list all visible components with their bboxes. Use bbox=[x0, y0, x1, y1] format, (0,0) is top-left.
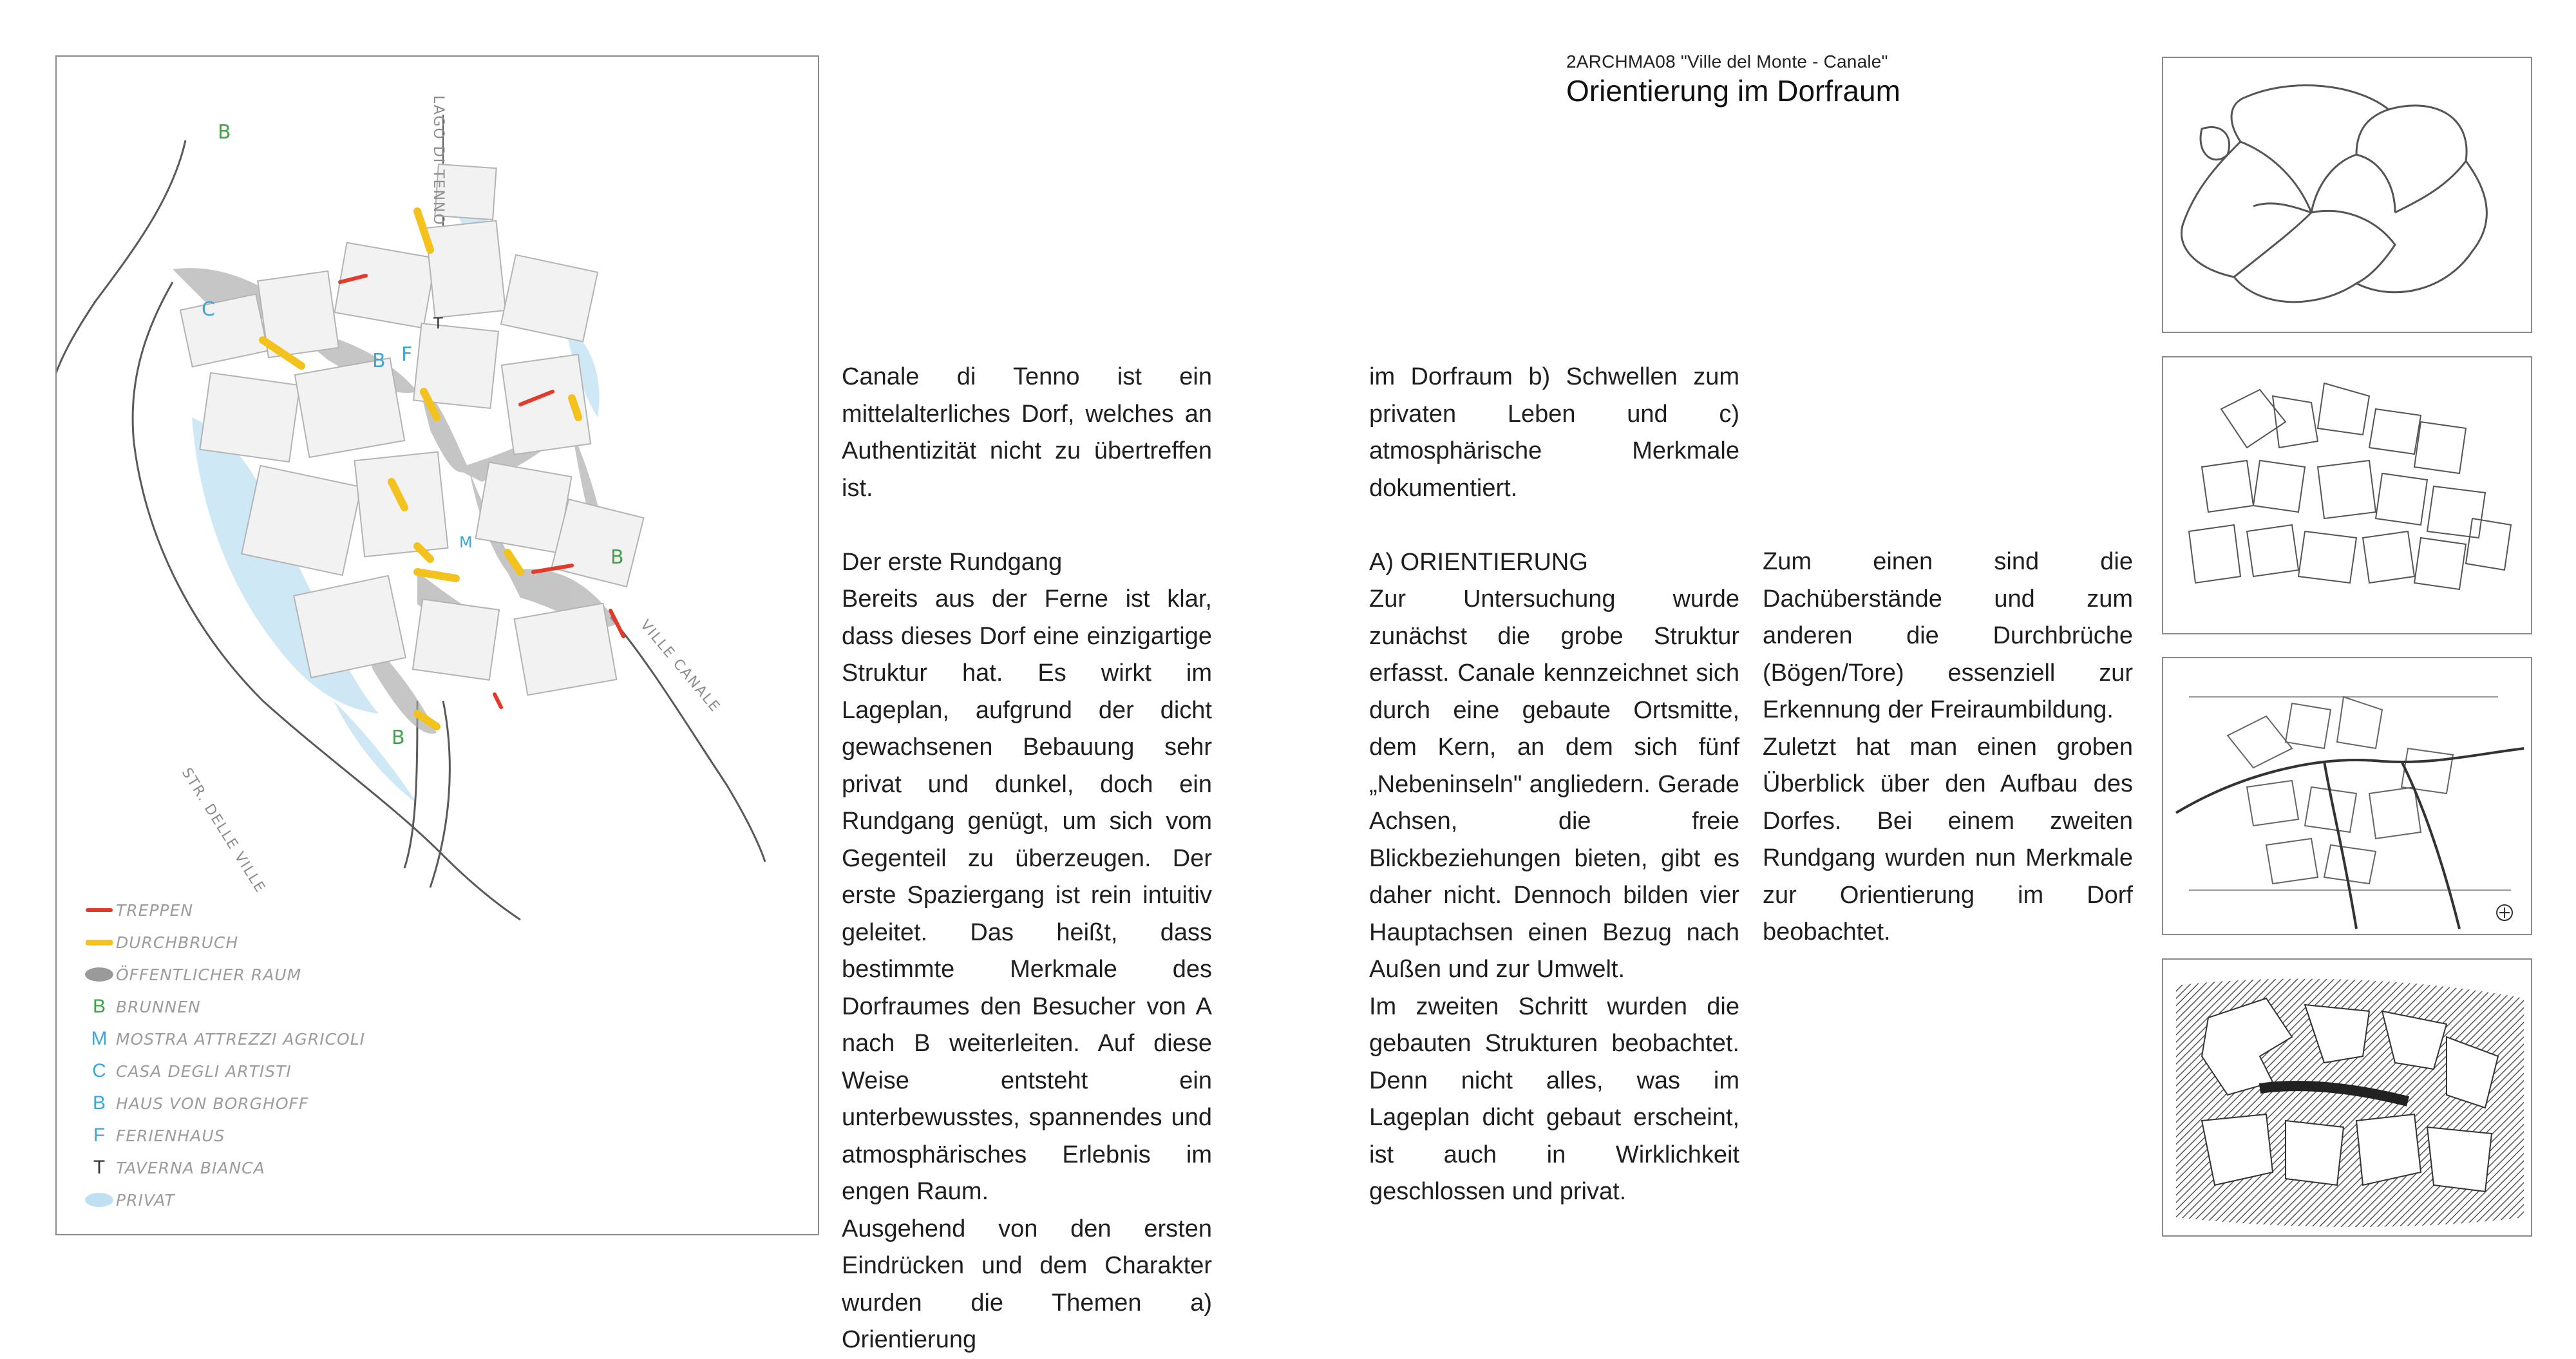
rundgang-paragraph: Bereits aus der Ferne ist klar, dass dieses Dorf eine einzigartige Struktur hat. Es wirkt im Lageplan, aufgrund der dicht gewachsenen Bebauung sehr privat und dunkel, doch ein Rundgang genügt, um sich vom Gegenteil zu überzeugen. Der erste Spaziergang ist rein intuitiv geleitet. Das heißt, dass bestimmte Merkmale des Dorfraumes den Besucher von A nach B weiterleiten. Auf diese Weise entsteht ein unterbewusstes, spannendes und atmosphärisches Erlebnis im engen Raum. bbox=[842, 585, 1212, 1205]
label-taverna: T bbox=[433, 314, 443, 332]
text-column-2 bbox=[1369, 359, 1739, 1211]
page-header bbox=[1566, 52, 1900, 108]
sketch-gebaute-strukturen bbox=[2162, 356, 2532, 634]
themen-continued-paragraph: im Dorfraum b) Schwellen zum privaten Leben und c) atmosphärische Merkmale dokumentiert. bbox=[1369, 363, 1739, 502]
ferienhaus-letter-icon: F bbox=[93, 1125, 106, 1146]
legend-item-durchbruch: DURCHBRUCH bbox=[82, 926, 365, 958]
themen-paragraph: Ausgehend von den ersten Eindrücken und dem Charakter wurden die Themen a) Orientierung bbox=[842, 1215, 1212, 1353]
legend-item-casa-artisti: C CASA DEGLI ARTISTI bbox=[92, 1060, 292, 1081]
legend-item-taverna: T TAVERNA BIANCA bbox=[93, 1157, 265, 1178]
strukturen-paragraph: Im zweiten Schritt wurden die gebauten Strukturen beobachtet. Denn nicht alles, was im Lageplan dicht gebaut erscheint, ist auch in Wirklichkeit geschlossen und privat. bbox=[1369, 993, 1739, 1205]
treppen-line-icon bbox=[86, 908, 113, 912]
section-heading-rundgang: Der erste Rundgang bbox=[842, 548, 1063, 576]
brunnen-letter-icon: B bbox=[92, 996, 106, 1017]
map-legend bbox=[82, 894, 365, 1216]
road-label-str-delle-ville: STR. DELLE VILLE bbox=[178, 765, 269, 897]
legend-item-treppen: TREPPEN bbox=[82, 894, 365, 926]
legend-item-mostra: M MOSTRA ATTREZZI AGRICOLI bbox=[91, 1028, 366, 1049]
page-title: Orientierung im Dorfraum bbox=[1566, 74, 1900, 108]
label-casa-artisti: C bbox=[202, 298, 215, 321]
sketch-hauptachsen bbox=[2162, 657, 2532, 935]
label-brunnen-east: B bbox=[611, 546, 624, 569]
taverna-letter-icon: T bbox=[93, 1157, 106, 1178]
text-column-1 bbox=[842, 359, 1212, 1359]
sketch-grobe-struktur bbox=[2162, 57, 2532, 333]
blob-outline-drawing bbox=[2163, 58, 2531, 332]
legend-item-haus-borghoff: B HAUS VON BORGHOFF bbox=[92, 1092, 309, 1114]
mostra-letter-icon: M bbox=[91, 1028, 108, 1049]
haus-letter-icon: B bbox=[92, 1092, 106, 1114]
public-space-blob-icon bbox=[85, 967, 113, 982]
legend-item-brunnen: B BRUNNEN bbox=[92, 996, 201, 1017]
orientierung-paragraph: Zur Untersuchung wurde zunächst die grobe Struktur erfasst. Canale kennzeichnet sich durch eine gebaute Ortsmitte, dem Kern, an dem sich fünf „Nebeninseln" angliedern. Gerade Achsen, die freie Blickbeziehungen bieten, gibt es daher nicht. Dennoch bilden vier Hauptachsen einen Bezug nach Außen und zur Umwelt. bbox=[1369, 585, 1739, 983]
label-haus-borghoff: B bbox=[372, 350, 386, 372]
buildings bbox=[180, 164, 644, 695]
sketch-freiraumbildung bbox=[2162, 958, 2532, 1237]
privat-blob-icon bbox=[85, 1193, 113, 1207]
section-heading-orientierung: A) ORIENTIERUNG bbox=[1369, 548, 1588, 576]
label-brunnen-north: B bbox=[218, 121, 231, 144]
figure-ground-drawing bbox=[2163, 960, 2531, 1235]
road-label-ville-canale: VILLE CANALE bbox=[636, 617, 724, 716]
axis-outline-drawing bbox=[2163, 658, 2531, 934]
intro-paragraph: Canale di Tenno ist ein mittelalterliches Dorf, welches an Authentizität nicht zu übertreffen ist. bbox=[842, 363, 1212, 502]
text-column-3 bbox=[1763, 544, 2133, 951]
road-label-lago: LAGO DI TENNO bbox=[430, 95, 446, 226]
building-outline-drawing bbox=[2163, 357, 2531, 633]
legend-item-privat: PRIVAT bbox=[82, 1184, 365, 1216]
project-code: 2ARCHMA08 "Ville del Monte - Canale" bbox=[1566, 52, 1888, 71]
legend-item-oeffentlicher-raum: ÖFFENTLICHER RAUM bbox=[82, 958, 365, 991]
legend-item-ferienhaus: F FERIENHAUS bbox=[93, 1125, 225, 1146]
village-sketch-map bbox=[55, 55, 819, 1235]
zuletzt-paragraph: Zuletzt hat man einen groben Überblick über den Aufbau des Dorfes. Bei einem zweiten Rundgang wurden nun Merkmale zur Orientierung im Dorf beobachtet. bbox=[1763, 733, 2133, 946]
label-brunnen-south: B bbox=[392, 727, 405, 749]
label-mostra: M bbox=[459, 533, 473, 551]
durchbruch-line-icon bbox=[86, 940, 113, 946]
casa-letter-icon: C bbox=[92, 1060, 106, 1081]
dachueberstaende-paragraph: Zum einen sind die Dachüberstände und zum anderen die Durchbrüche (Bögen/Tore) essenziell zur Erkennung der Freiraumbildung. bbox=[1763, 548, 2133, 723]
label-ferienhaus: F bbox=[401, 343, 413, 366]
